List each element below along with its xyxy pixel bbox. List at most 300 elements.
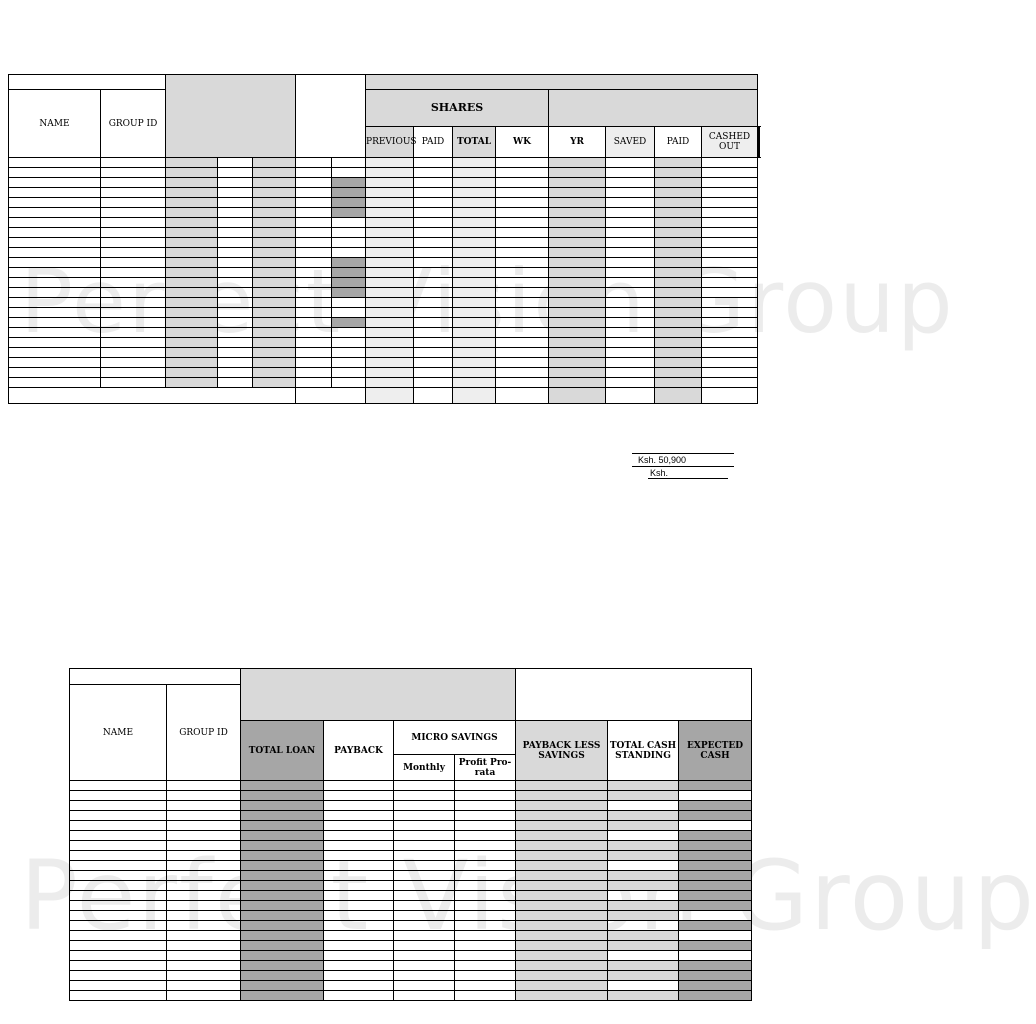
table-cell[interactable] [702,268,758,278]
table-cell[interactable] [608,881,679,891]
table-cell[interactable] [218,258,253,268]
table-cell[interactable] [414,378,453,388]
table-cell[interactable] [394,941,455,951]
table-cell[interactable] [324,851,394,861]
table-cell[interactable] [608,921,679,931]
table-cell[interactable] [70,891,167,901]
table-cell[interactable] [414,158,453,168]
table-cell[interactable] [414,208,453,218]
total-cell[interactable] [366,388,414,404]
table-cell[interactable] [101,238,166,248]
table-cell[interactable] [679,991,752,1001]
table-cell[interactable] [516,821,608,831]
table-cell[interactable] [394,871,455,881]
table-cell[interactable] [516,851,608,861]
table-cell[interactable] [253,198,296,208]
table-cell[interactable] [394,931,455,941]
table-cell[interactable] [453,228,496,238]
table-cell[interactable] [167,821,241,831]
table-cell[interactable] [241,931,324,941]
table-cell[interactable] [324,861,394,871]
table-cell[interactable] [679,951,752,961]
table-cell[interactable] [606,308,655,318]
table-cell[interactable] [332,258,366,268]
table-cell[interactable] [453,198,496,208]
table-cell[interactable] [253,258,296,268]
table-cell[interactable] [101,358,166,368]
table-cell[interactable] [655,168,702,178]
table-cell[interactable] [253,308,296,318]
table-cell[interactable] [9,358,101,368]
table-cell[interactable] [332,308,366,318]
table-cell[interactable] [167,971,241,981]
table-cell[interactable] [702,238,758,248]
table-cell[interactable] [332,268,366,278]
table-cell[interactable] [241,791,324,801]
table-cell[interactable] [166,378,218,388]
table-cell[interactable] [655,378,702,388]
table-cell[interactable] [253,228,296,238]
table-cell[interactable] [516,781,608,791]
table-cell[interactable] [608,781,679,791]
table-cell[interactable] [70,791,167,801]
table-cell[interactable] [366,338,414,348]
table-cell[interactable] [655,318,702,328]
table-cell[interactable] [296,368,332,378]
table-cell[interactable] [679,821,752,831]
table-cell[interactable] [608,831,679,841]
table-cell[interactable] [606,208,655,218]
table-cell[interactable] [549,328,606,338]
table-cell[interactable] [332,188,366,198]
table-cell[interactable] [606,378,655,388]
table-cell[interactable] [101,278,166,288]
table-cell[interactable] [241,851,324,861]
table-cell[interactable] [516,841,608,851]
table-cell[interactable] [101,248,166,258]
table-cell[interactable] [70,801,167,811]
table-cell[interactable] [9,268,101,278]
table-cell[interactable] [167,811,241,821]
table-cell[interactable] [324,941,394,951]
total-cell[interactable] [655,388,702,404]
table-cell[interactable] [702,158,758,168]
table-cell[interactable] [9,378,101,388]
table-cell[interactable] [453,368,496,378]
table-cell[interactable] [324,821,394,831]
table-cell[interactable] [70,981,167,991]
table-cell[interactable] [549,378,606,388]
table-cell[interactable] [549,188,606,198]
table-cell[interactable] [414,338,453,348]
table-cell[interactable] [679,871,752,881]
table-cell[interactable] [679,801,752,811]
table-cell[interactable] [241,891,324,901]
table-cell[interactable] [453,268,496,278]
table-cell[interactable] [218,158,253,168]
table-cell[interactable] [496,268,549,278]
table-cell[interactable] [253,248,296,258]
table-cell[interactable] [414,168,453,178]
table-cell[interactable] [324,791,394,801]
table-cell[interactable] [394,831,455,841]
table-cell[interactable] [366,368,414,378]
table-cell[interactable] [296,238,332,248]
table-cell[interactable] [549,348,606,358]
table-cell[interactable] [70,921,167,931]
table-cell[interactable] [453,248,496,258]
table-cell[interactable] [332,368,366,378]
table-cell[interactable] [167,881,241,891]
table-cell[interactable] [324,871,394,881]
table-cell[interactable] [453,328,496,338]
table-cell[interactable] [608,941,679,951]
table-cell[interactable] [414,268,453,278]
table-cell[interactable] [366,188,414,198]
table-cell[interactable] [679,961,752,971]
table-cell[interactable] [218,188,253,198]
table-cell[interactable] [253,218,296,228]
table-cell[interactable] [679,981,752,991]
table-cell[interactable] [167,951,241,961]
table-cell[interactable] [516,791,608,801]
table-cell[interactable] [453,308,496,318]
table-cell[interactable] [332,228,366,238]
table-cell[interactable] [496,348,549,358]
table-cell[interactable] [366,258,414,268]
table-cell[interactable] [101,258,166,268]
table-cell[interactable] [253,348,296,358]
table-cell[interactable] [296,248,332,258]
total-cell[interactable] [9,388,296,404]
table-cell[interactable] [9,278,101,288]
total-cell[interactable] [606,388,655,404]
table-cell[interactable] [394,901,455,911]
table-cell[interactable] [324,801,394,811]
table-cell[interactable] [166,268,218,278]
table-cell[interactable] [70,951,167,961]
table-cell[interactable] [166,298,218,308]
table-cell[interactable] [455,981,516,991]
table-cell[interactable] [253,158,296,168]
table-cell[interactable] [549,208,606,218]
table-cell[interactable] [101,348,166,358]
table-cell[interactable] [453,168,496,178]
table-cell[interactable] [655,298,702,308]
table-cell[interactable] [549,238,606,248]
table-cell[interactable] [9,238,101,248]
table-cell[interactable] [9,308,101,318]
table-cell[interactable] [296,218,332,228]
table-cell[interactable] [9,248,101,258]
table-cell[interactable] [241,901,324,911]
table-cell[interactable] [324,911,394,921]
table-cell[interactable] [655,308,702,318]
table-cell[interactable] [324,811,394,821]
table-cell[interactable] [496,358,549,368]
table-cell[interactable] [549,158,606,168]
table-cell[interactable] [253,188,296,198]
table-cell[interactable] [241,831,324,841]
table-cell[interactable] [455,961,516,971]
table-cell[interactable] [394,971,455,981]
table-cell[interactable] [414,348,453,358]
table-cell[interactable] [166,288,218,298]
table-cell[interactable] [296,358,332,368]
table-cell[interactable] [366,328,414,338]
table-cell[interactable] [655,158,702,168]
table-cell[interactable] [167,941,241,951]
table-cell[interactable] [332,338,366,348]
table-cell[interactable] [101,228,166,238]
table-cell[interactable] [101,338,166,348]
table-cell[interactable] [253,358,296,368]
table-cell[interactable] [702,328,758,338]
table-cell[interactable] [101,268,166,278]
table-cell[interactable] [679,941,752,951]
table-cell[interactable] [101,158,166,168]
table-cell[interactable] [296,178,332,188]
table-cell[interactable] [394,791,455,801]
table-cell[interactable] [496,228,549,238]
table-cell[interactable] [608,911,679,921]
table-cell[interactable] [218,348,253,358]
table-cell[interactable] [608,891,679,901]
table-cell[interactable] [606,328,655,338]
table-cell[interactable] [9,328,101,338]
table-cell[interactable] [655,288,702,298]
table-cell[interactable] [655,258,702,268]
table-cell[interactable] [218,248,253,258]
table-cell[interactable] [516,951,608,961]
table-cell[interactable] [218,298,253,308]
table-cell[interactable] [70,881,167,891]
table-cell[interactable] [606,228,655,238]
table-cell[interactable] [324,961,394,971]
table-cell[interactable] [453,338,496,348]
table-cell[interactable] [394,851,455,861]
table-cell[interactable] [70,931,167,941]
table-cell[interactable] [453,318,496,328]
table-cell[interactable] [679,791,752,801]
table-cell[interactable] [332,208,366,218]
table-cell[interactable] [9,318,101,328]
table-cell[interactable] [496,368,549,378]
table-cell[interactable] [296,308,332,318]
table-cell[interactable] [166,308,218,318]
table-cell[interactable] [101,308,166,318]
table-cell[interactable] [366,308,414,318]
table-cell[interactable] [549,168,606,178]
table-cell[interactable] [296,298,332,308]
table-cell[interactable] [296,268,332,278]
table-cell[interactable] [606,188,655,198]
table-cell[interactable] [366,238,414,248]
table-cell[interactable] [332,378,366,388]
table-cell[interactable] [70,901,167,911]
table-cell[interactable] [167,921,241,931]
table-cell[interactable] [101,288,166,298]
total-cell[interactable] [296,388,366,404]
table-cell[interactable] [324,981,394,991]
table-cell[interactable] [253,288,296,298]
table-cell[interactable] [167,981,241,991]
table-cell[interactable] [241,981,324,991]
table-cell[interactable] [166,258,218,268]
table-cell[interactable] [516,971,608,981]
table-cell[interactable] [296,158,332,168]
table-cell[interactable] [253,208,296,218]
table-cell[interactable] [332,168,366,178]
table-cell[interactable] [218,168,253,178]
table-cell[interactable] [324,951,394,961]
table-cell[interactable] [167,831,241,841]
table-cell[interactable] [608,901,679,911]
table-cell[interactable] [608,811,679,821]
table-cell[interactable] [655,238,702,248]
table-cell[interactable] [608,961,679,971]
table-cell[interactable] [549,218,606,228]
table-cell[interactable] [608,821,679,831]
table-cell[interactable] [9,348,101,358]
table-cell[interactable] [414,188,453,198]
table-cell[interactable] [296,278,332,288]
table-cell[interactable] [70,911,167,921]
table-cell[interactable] [453,288,496,298]
table-cell[interactable] [166,338,218,348]
table-cell[interactable] [167,911,241,921]
table-cell[interactable] [702,188,758,198]
table-cell[interactable] [516,871,608,881]
table-cell[interactable] [516,831,608,841]
table-cell[interactable] [455,821,516,831]
table-cell[interactable] [455,991,516,1001]
table-cell[interactable] [702,168,758,178]
table-cell[interactable] [608,931,679,941]
total-cell[interactable] [496,388,549,404]
table-cell[interactable] [167,851,241,861]
table-cell[interactable] [366,158,414,168]
table-cell[interactable] [366,228,414,238]
table-cell[interactable] [332,298,366,308]
table-cell[interactable] [70,781,167,791]
table-cell[interactable] [166,228,218,238]
table-cell[interactable] [218,198,253,208]
table-cell[interactable] [496,168,549,178]
table-cell[interactable] [253,268,296,278]
table-cell[interactable] [366,378,414,388]
table-cell[interactable] [241,961,324,971]
table-cell[interactable] [453,378,496,388]
table-cell[interactable] [253,318,296,328]
table-cell[interactable] [9,198,101,208]
table-cell[interactable] [332,328,366,338]
table-cell[interactable] [453,188,496,198]
table-cell[interactable] [655,218,702,228]
table-cell[interactable] [167,961,241,971]
table-cell[interactable] [9,258,101,268]
table-cell[interactable] [655,208,702,218]
table-cell[interactable] [166,198,218,208]
table-cell[interactable] [296,228,332,238]
table-cell[interactable] [702,248,758,258]
table-cell[interactable] [101,218,166,228]
table-cell[interactable] [606,288,655,298]
table-cell[interactable] [218,268,253,278]
table-cell[interactable] [455,901,516,911]
table-cell[interactable] [166,368,218,378]
table-cell[interactable] [679,911,752,921]
table-cell[interactable] [496,288,549,298]
table-cell[interactable] [9,208,101,218]
table-cell[interactable] [241,801,324,811]
table-cell[interactable] [679,891,752,901]
table-cell[interactable] [394,781,455,791]
table-cell[interactable] [253,378,296,388]
table-cell[interactable] [655,278,702,288]
table-cell[interactable] [9,228,101,238]
table-cell[interactable] [166,218,218,228]
table-cell[interactable] [366,208,414,218]
table-cell[interactable] [496,308,549,318]
table-cell[interactable] [241,921,324,931]
table-cell[interactable] [324,901,394,911]
table-cell[interactable] [324,891,394,901]
table-cell[interactable] [366,298,414,308]
table-cell[interactable] [455,921,516,931]
table-cell[interactable] [702,298,758,308]
table-cell[interactable] [9,158,101,168]
table-cell[interactable] [496,188,549,198]
table-cell[interactable] [608,801,679,811]
table-cell[interactable] [414,318,453,328]
table-cell[interactable] [455,931,516,941]
table-cell[interactable] [702,208,758,218]
table-cell[interactable] [655,248,702,258]
table-cell[interactable] [241,971,324,981]
table-cell[interactable] [241,821,324,831]
table-cell[interactable] [549,358,606,368]
table-cell[interactable] [324,781,394,791]
table-cell[interactable] [702,278,758,288]
table-cell[interactable] [455,781,516,791]
table-cell[interactable] [608,791,679,801]
table-cell[interactable] [455,891,516,901]
table-cell[interactable] [655,368,702,378]
table-cell[interactable] [455,911,516,921]
table-cell[interactable] [296,318,332,328]
table-cell[interactable] [414,288,453,298]
table-cell[interactable] [702,288,758,298]
table-cell[interactable] [453,258,496,268]
table-cell[interactable] [516,941,608,951]
table-cell[interactable] [679,851,752,861]
table-cell[interactable] [394,861,455,871]
table-cell[interactable] [332,288,366,298]
table-cell[interactable] [366,198,414,208]
table-cell[interactable] [516,881,608,891]
table-cell[interactable] [606,358,655,368]
table-cell[interactable] [241,871,324,881]
table-cell[interactable] [366,218,414,228]
table-cell[interactable] [549,258,606,268]
table-cell[interactable] [296,348,332,358]
table-cell[interactable] [516,911,608,921]
table-cell[interactable] [516,961,608,971]
table-cell[interactable] [70,821,167,831]
table-cell[interactable] [167,791,241,801]
table-cell[interactable] [296,198,332,208]
